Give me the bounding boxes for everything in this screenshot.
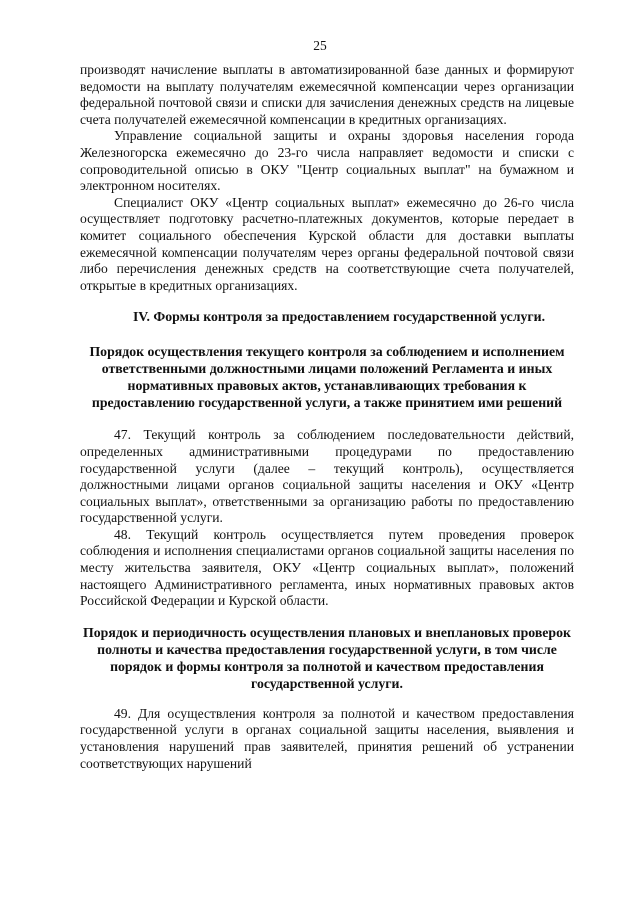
paragraph-continuation: производят начисление выплаты в автоматизированной базе данных и формируют ведомости на выплату получателям ежемесячной компенсации через организации федеральной почтовой связи и списки для зачисления денежных средств на лицевые счета получателей ежемесячной компенсации в кредитных организациях. [80,62,574,127]
subsection-title-current-control: Порядок осуществления текущего контроля за соблюдением и исполнением ответственными должностными лицами положений Регламента и иных нормативных правовых актов, устанавливающих требования к предоставлению государственной услуги, а также принятием ими решений [89,344,565,411]
paragraph-specialist: Специалист ОКУ «Центр социальных выплат» ежемесячно до 26-го числа осуществляет подготовку расчетно-платежных документов, которые передает в комитет социального обеспечения Курской области для доставки выплаты ежемесячной компенсации получателям через органы федеральной почтовой связи либо перечисления денежных средств на соответствующие счета получателей, открытые в кредитных организациях. [80,194,574,293]
subsection-title-inspections: Порядок и периодичность осуществления плановых и внеплановых проверок полноты и качества предоставления государственной услуги, в том числе порядок и формы контроля за полнотой и качеством предоставления государственной услуги. [83,624,571,691]
page-number: 25 [313,38,327,53]
paragraph-48: 48. Текущий контроль осуществляется путем проведения проверок соблюдения и исполнения специалистами органов социальной защиты населения по месту жительства заявителя, ОКУ «Центр социальных выплат», положений настоящего Административного регламента, иных нормативных правовых актов Российской Федерации и Курской области. [80,526,574,609]
section-title: IV. Формы контроля за предоставлением государственной услуги. [132,309,546,325]
paragraph-47: 47. Текущий контроль за соблюдением последовательности действий, определенных административными процедурами по предоставлению государственной услуги (далее – текущий контроль), осуществляется должностными лицами органов социальной защиты населения и ОКУ «Центр социальных выплат», ответственными за организацию работы по предоставлению государственной услуги. [80,427,574,526]
paragraph-zheleznogorsk: Управление социальной защиты и охраны здоровья населения города Железногорска ежемесячно до 23-го числа направляет ведомости и списки с сопроводительной описью в ОКУ "Центр социальных выплат" на бумажном и электронном носителях. [80,128,574,194]
page-content [80,62,574,772]
paragraph-49: 49. Для осуществления контроля за полнотой и качеством предоставления государственной услуги в органах социальной защиты населения, выявления и установления нарушений прав заявителей, принятия решений об устранении соответствующих нарушений [80,705,574,771]
